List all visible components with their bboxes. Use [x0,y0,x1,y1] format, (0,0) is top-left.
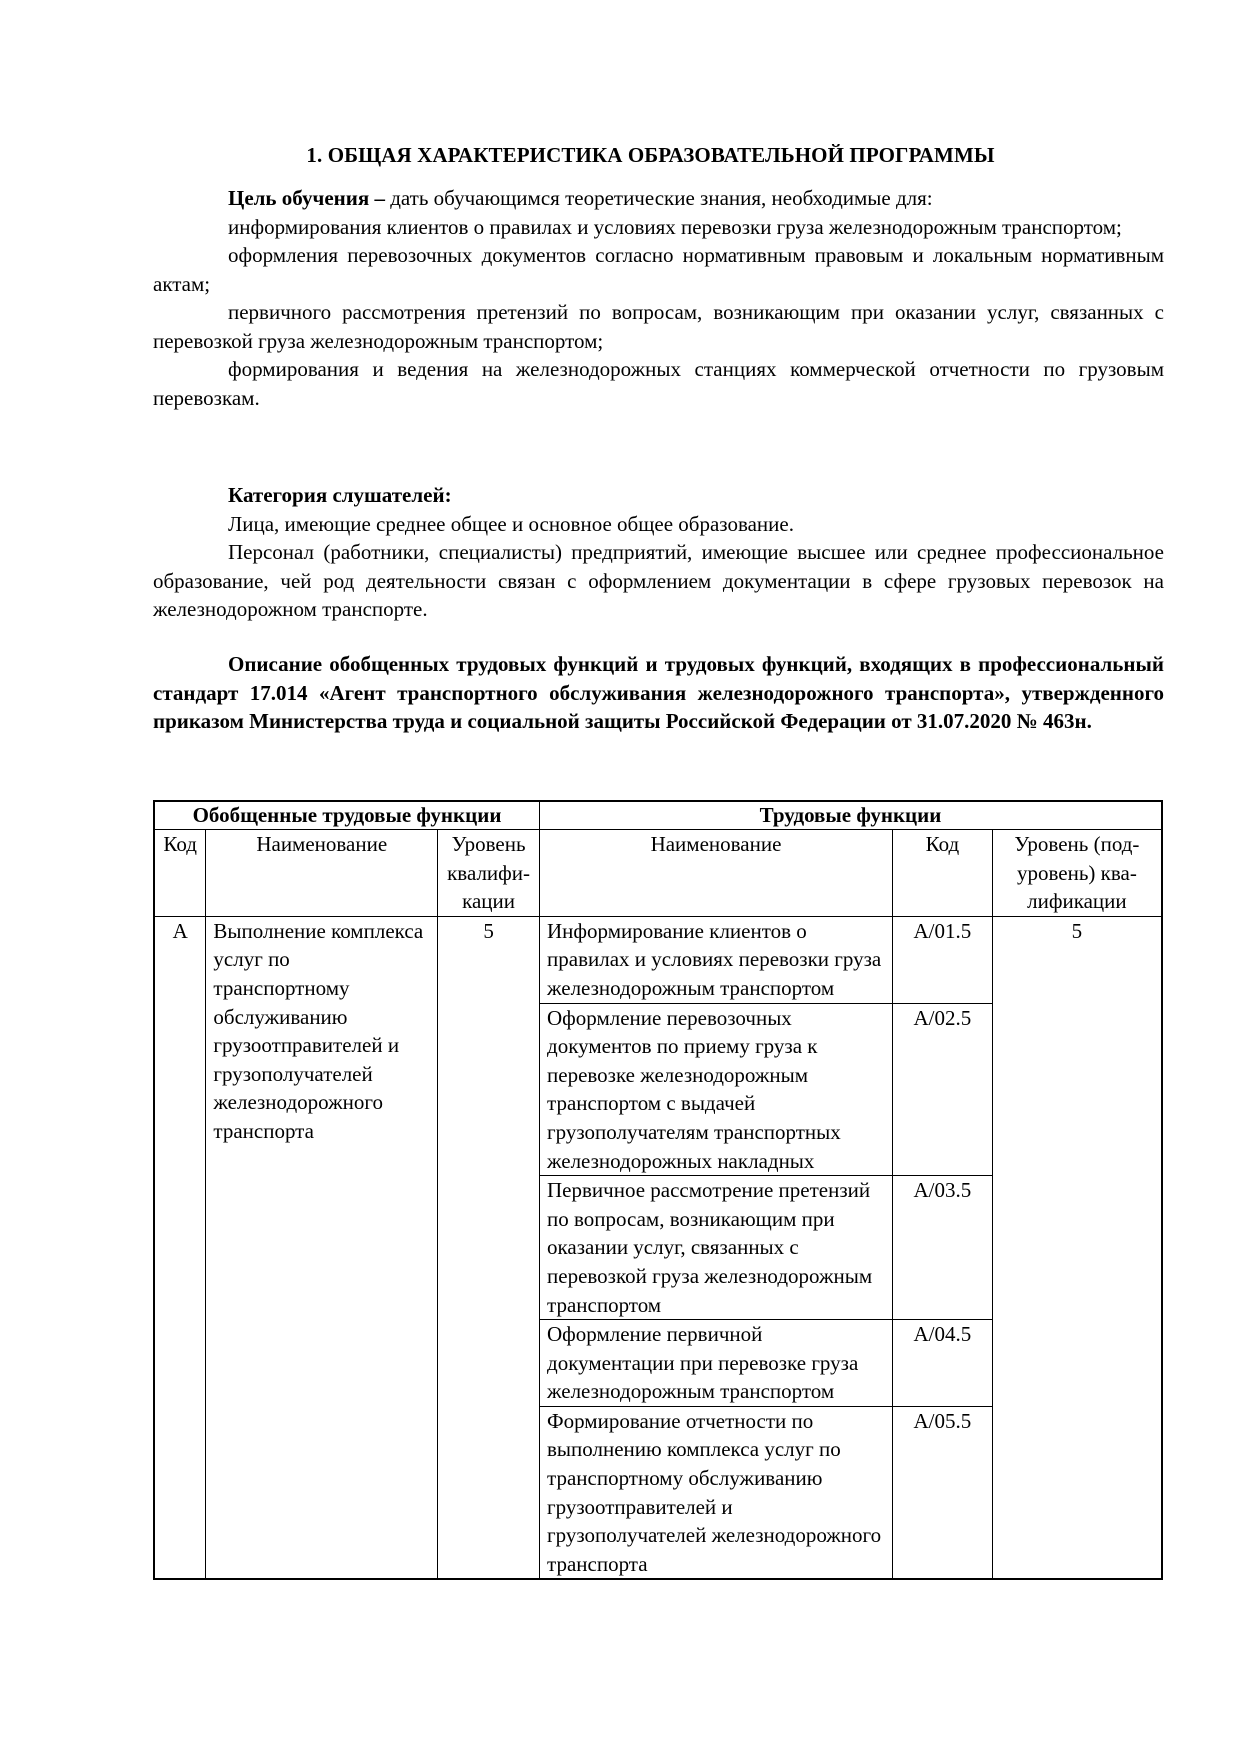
audience-section [153,481,1164,624]
col-fn-name: Наименование [540,830,893,917]
col-fn-code: Код [892,830,992,917]
table-column-header-row [154,830,1162,917]
standard-description-section [153,650,1164,736]
fn-code-cell: A/04.5 [892,1320,992,1407]
goal-item: информирования клиентов о правилах и условиях перевозки груза железнодорожным транспортом; [228,214,1122,239]
audience-label: Категория слушателей: [228,483,452,507]
col-fn-level: Уровень (под-уровень) ква-лификации [992,830,1162,917]
header-generalized-functions: Обобщенные трудовые функции [154,801,540,830]
standard-description: Описание обобщенных трудовых функций и трудовых функций, входящих в профессиональный стандарт 17.014 «Агент транспортного обслуживания железнодорожного транспорта», утвержденного приказом Министерства труда и социальной защиты Российской Федерации от 31.07.2020 № 463н. [153,652,1164,733]
goal-item: первичного рассмотрения претензий по вопросам, возникающим при оказании услуг, связанных с перевозкой груза железнодорожным транспортом; [153,300,1164,353]
fn-name-cell: Оформление перевозочных документов по приему груза к перевозке железнодорожным транспортом с выдачей грузополучателям транспортных железнодорожных накладных [540,1003,893,1176]
functions-table [153,800,1163,1580]
fn-code-cell: A/02.5 [892,1003,992,1176]
goal-item: формирования и ведения на железнодорожных станциях коммерческой отчетности по грузовым перевозкам. [153,357,1164,410]
col-gen-code: Код [154,830,206,917]
gen-level-cell: 5 [438,916,540,1579]
fn-name-cell: Первичное рассмотрение претензий по вопросам, возникающим при оказании услуг, связанных с перевозкой груза железнодорожным транспортом [540,1176,893,1320]
fn-name-cell: Формирование отчетности по выполнению комплекса услуг по транспортному обслуживанию грузоотправителей и грузополучателей железнодорожного транспорта [540,1406,893,1579]
goal-label: Цель обучения – [228,186,385,210]
fn-name-cell: Информирование клиентов о правилах и условиях перевозки груза железнодорожным транспортом [540,916,893,1003]
section-title: 1. ОБЩАЯ ХАРАКТЕРИСТИКА ОБРАЗОВАТЕЛЬНОЙ ПРОГРАММЫ [306,143,995,167]
header-labor-functions: Трудовые функции [540,801,1162,830]
goal-intro-text: дать обучающимся теоретические знания, необходимые для: [384,186,933,210]
gen-code-cell: А [154,916,206,1579]
fn-level-cell: 5 [992,916,1162,1579]
goal-item: оформления перевозочных документов согласно нормативным правовым и локальным нормативным актам; [153,243,1164,296]
table-row [154,916,1162,1003]
col-gen-name: Наименование [206,830,438,917]
col-gen-level: Уровень квалифи-кации [438,830,540,917]
table-group-header-row [154,801,1162,830]
audience-item: Персонал (работники, специалисты) предприятий, имеющие высшее или среднее профессиональное образование, чей род деятельности связан с оформлением документации в сфере грузовых перевозок на железнодорожном транспорте. [153,540,1164,621]
fn-code-cell: A/05.5 [892,1406,992,1579]
fn-name-cell: Оформление первичной документации при перевозке груза железнодорожным транспортом [540,1320,893,1407]
goal-intro [153,184,1164,213]
gen-name-cell: Выполнение комплекса услуг по транспортному обслуживанию грузоотправителей и грузополучателей железнодорожного транспорта [206,916,438,1579]
audience-item: Лица, имеющие среднее общее и основное общее образование. [228,511,794,536]
goal-section [153,184,1164,412]
fn-code-cell: A/03.5 [892,1176,992,1320]
fn-code-cell: A/01.5 [892,916,992,1003]
